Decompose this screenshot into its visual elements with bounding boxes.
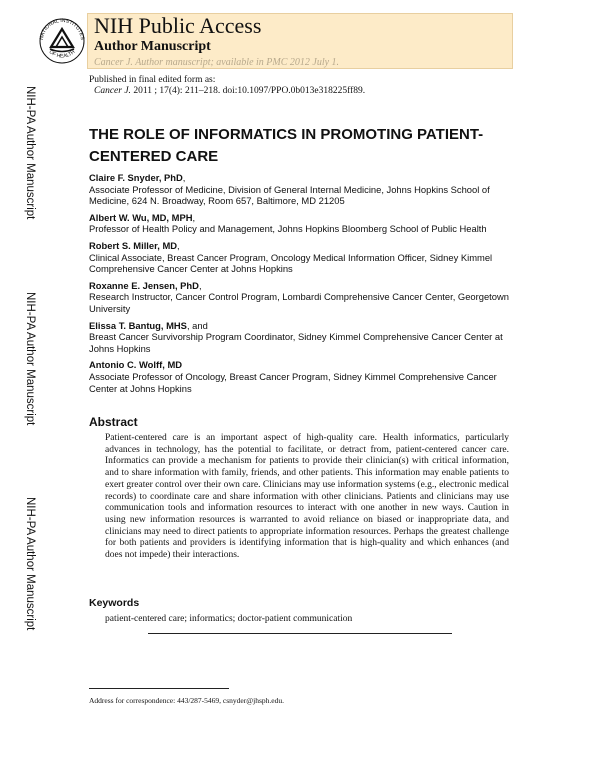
author-suffix: , [198,279,202,291]
author-name: Robert S. Miller, MD [89,239,178,251]
author-suffix: , [182,172,186,183]
side-label-2: NIH-PA Author Manuscript [24,292,36,426]
side-label-3: NIH-PA Author Manuscript [24,497,36,631]
keywords-text: patient-centered care; informatics; doctor-patient communication [105,614,353,624]
author-affiliation: Research Instructor, Cancer Control Program, Lombardi Comprehensive Cancer Center, Georgetown University [89,291,509,314]
author-suffix: , [192,211,196,223]
author-block [89,172,519,207]
side-label-1: NIH-PA Author Manuscript [24,86,36,220]
author-affiliation: Associate Professor of Oncology, Breast Cancer Program, Sidney Kimmel Comprehensive Cancer Center at Johns Hopkins [89,370,497,394]
author-suffix: , and [186,319,208,331]
svg-text:OF HEALTH: OF HEALTH [47,49,77,60]
author-name: Roxanne E. Jensen, PhD [89,279,199,291]
abstract-text: Patient-centered care is an important aspect of high-quality care. Health informatics, particularly advances in technology, has the potential to facilitate, or detract from, patient-centered cancer care. Informatics can provide a mechanism for patients to provide their clinician(s) with critical information, and to share information with family, friends, and other patients. This information may enable patients to exert greater control over their own care. Clinicians may use information systems (e.g., electronic medical records) to coordinate care and share information with other clinicians. Patients and clinicians may use communication tools and information resources to interact with one another in new ways. Caution in using new information resources is warranted to avoid reliance on biased or inappropriate data, and clinicians may need to direct patients to appropriate information resources. Perhaps the greatest challenge for both patients and providers is identifying information that is high-quality and which enhances (and does not impede) their interactions. [105,433,509,561]
author-block [89,320,519,355]
author-affiliation: Professor of Health Policy and Management, Johns Hopkins Bloomberg School of Public Health [89,223,487,235]
header-availability-note: Cancer J. Author manuscript; available in PMC 2012 July 1. [94,57,340,68]
author-name: Claire F. Snyder, PhD [89,172,183,183]
header-title: NIH Public Access [94,13,262,38]
published-in-label: Published in final edited form as: [89,75,216,85]
author-list [89,172,519,399]
author-suffix: , [177,239,180,251]
author-affiliation: Associate Professor of Medicine, Division of General Internal Medicine, Johns Hopkins School of Medicine, 624 N. Broadway, Room 657, Baltimore, MD 21205 [89,183,490,207]
abstract-heading: Abstract [89,415,138,429]
author-name: Albert W. Wu, MD, MPH [89,211,193,223]
keywords-heading: Keywords [89,597,140,609]
author-block [89,212,519,235]
author-affiliation: Clinical Associate, Breast Cancer Program, Oncology Medical Information Officer, Sidney Kimmel Comprehensive Cancer Center at Johns Hopkins [89,251,493,275]
journal-name: Cancer J. [94,86,131,96]
author-name: Elissa T. Bantug, MHS [89,319,187,331]
citation-details: 2011 ; 17(4): 211–218. doi:10.1097/PPO.0b013e318225ff89. [130,86,366,96]
correspondence-footnote: Address for correspondence: 443/287-5469, csnyder@jhsph.edu. [89,696,284,705]
nih-logo [37,11,87,69]
header-subtitle: Author Manuscript [94,39,211,54]
author-block [89,359,519,394]
footnote-rule [89,688,229,689]
section-divider [148,633,452,634]
author-block [89,240,519,275]
author-affiliation: Breast Cancer Survivorship Program Coordinator, Sidney Kimmel Comprehensive Cancer Center at Johns Hopkins [89,331,503,354]
author-name: Antonio C. Wolff, MD [89,359,183,371]
svg-text:NATIONAL INSTITUTES: NATIONAL INSTITUTES [38,17,86,41]
paper-title: THE ROLE OF INFORMATICS IN PROMOTING PATIENT-CENTERED CARE [89,126,484,165]
citation-line [94,86,365,97]
author-block [89,280,519,315]
